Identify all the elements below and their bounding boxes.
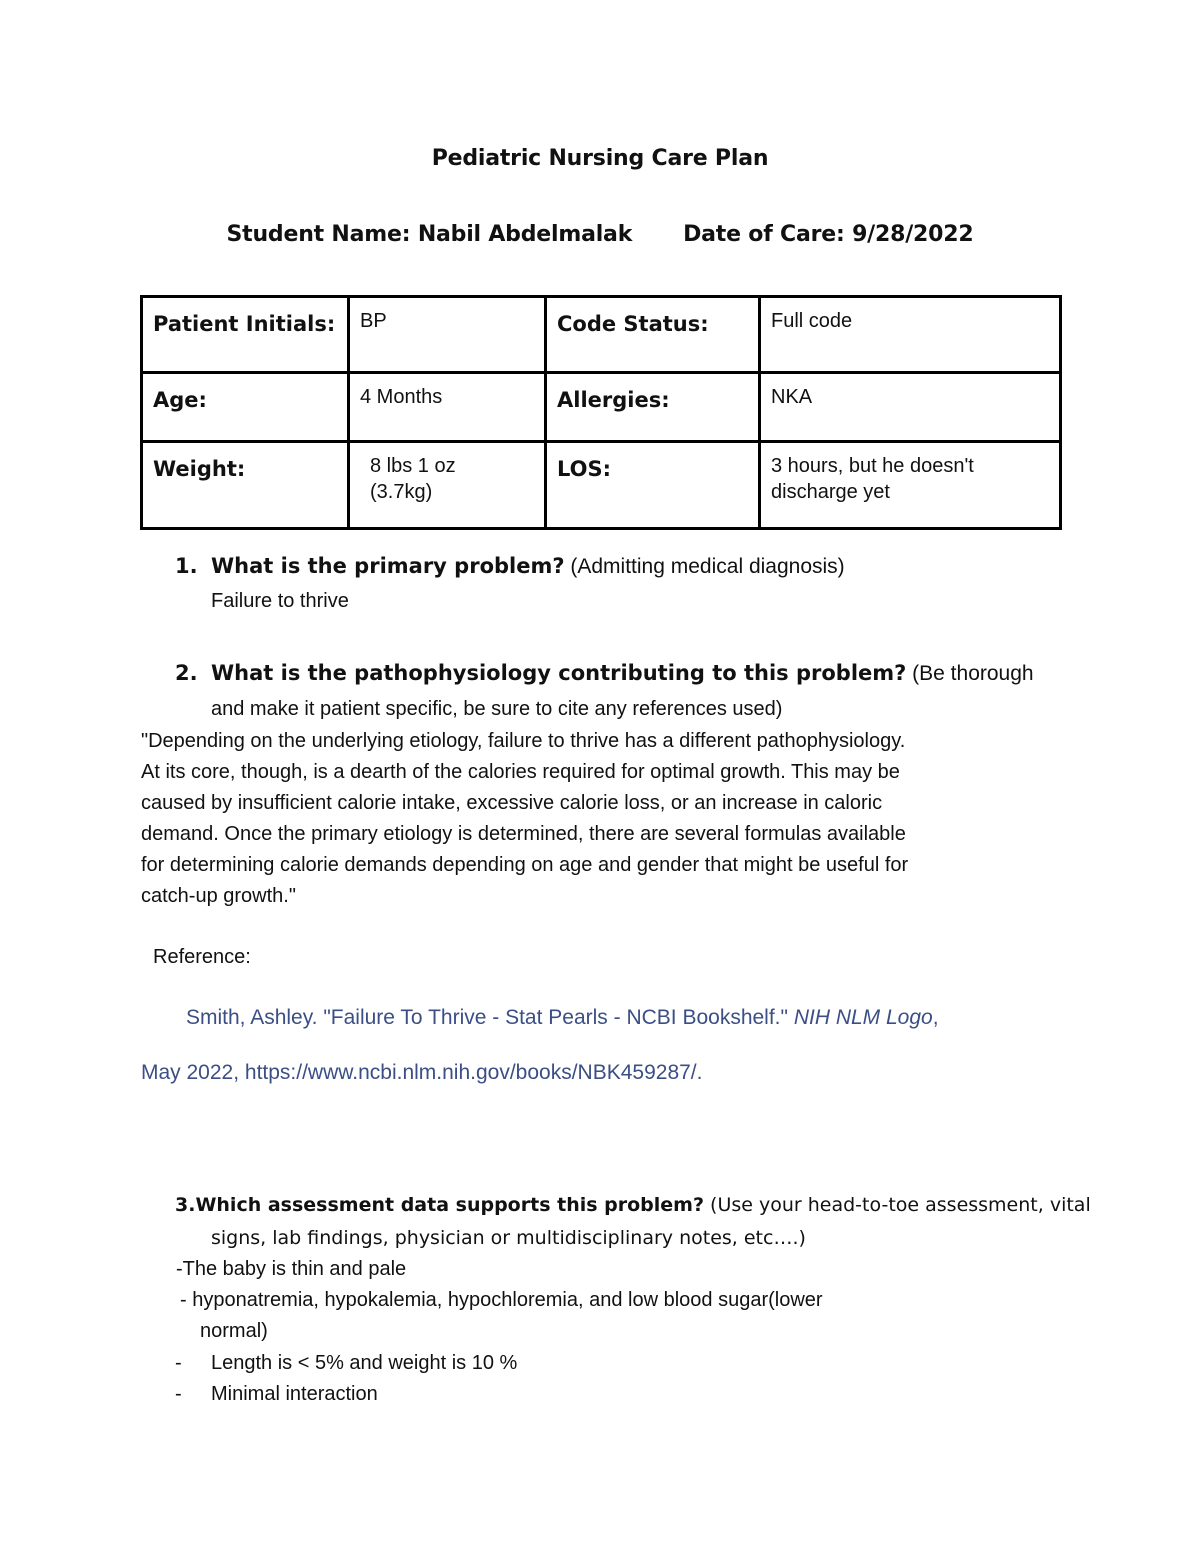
question-1 (175, 554, 845, 579)
question-2 (175, 661, 1034, 686)
date-of-care-label: Date of Care: (683, 222, 845, 247)
patient-initials-value: BP (349, 297, 546, 373)
table-row (142, 373, 1061, 442)
reference-source: NIH NLM Logo (793, 1006, 933, 1029)
question-3-number: 3. (175, 1194, 196, 1216)
reference-comma: , (932, 1006, 939, 1029)
question-1-hint: (Admitting medical diagnosis) (564, 555, 845, 578)
paragraph-line: "Depending on the underlying etiology, failure to thrive has a different pathophysiology. (141, 730, 906, 752)
table-row (142, 297, 1061, 373)
age-value: 4 Months (349, 373, 546, 442)
question-1-text: What is the primary problem? (211, 554, 565, 578)
code-status-label: Code Status: (546, 297, 760, 373)
question-2-text: What is the pathophysiology contributing to this problem? (211, 661, 907, 685)
question-3 (175, 1194, 1091, 1217)
code-status-value: Full code (760, 297, 1061, 373)
reference-label: Reference: (153, 946, 251, 968)
question-3-hint-continued: signs, lab findings, physician or multidisciplinary notes, etc….) (211, 1227, 806, 1249)
los-value (760, 442, 1061, 529)
paragraph-line: caused by insufficient calorie intake, excessive calorie loss, or an increase in caloric (141, 792, 883, 814)
question-2-hint-continued: and make it patient specific, be sure to cite any references used) (211, 698, 783, 720)
student-name-value: Nabil Abdelmalak (417, 222, 633, 247)
los-value-line2: discharge yet (771, 481, 890, 503)
patient-info-table (140, 295, 1062, 530)
age-label: Age: (142, 373, 349, 442)
paragraph-line: catch-up growth." (141, 885, 296, 907)
question-2-number: 2. (175, 661, 198, 685)
allergies-label: Allergies: (546, 373, 760, 442)
weight-label: Weight: (142, 442, 349, 529)
los-label: LOS: (546, 442, 760, 529)
student-info-line (0, 222, 1200, 247)
los-value-line1: 3 hours, but he doesn't (771, 455, 974, 477)
weight-value (349, 442, 546, 529)
allergies-value: NKA (760, 373, 1061, 442)
bullet-dash: - (175, 1352, 182, 1374)
page-title: Pediatric Nursing Care Plan (431, 146, 769, 171)
pathophysiology-paragraph (141, 726, 908, 912)
reference-line-1 (186, 1006, 939, 1030)
list-item: Length is < 5% and weight is 10 % (211, 1352, 518, 1374)
question-1-answer: Failure to thrive (211, 590, 349, 612)
weight-value-line2: (3.7kg) (370, 481, 433, 503)
reference-line-2: May 2022, https://www.ncbi.nlm.nih.gov/books/NBK459287/. (141, 1061, 703, 1084)
paragraph-line: At its core, though, is a dearth of the calories required for optimal growth. This may be (141, 761, 900, 783)
table-row (142, 442, 1061, 529)
question-1-number: 1. (175, 554, 198, 578)
student-name-label: Student Name: (226, 222, 411, 247)
question-3-text: Which assessment data supports this problem? (195, 1194, 704, 1216)
list-item: - hyponatremia, hypokalemia, hypochloremia, and low blood sugar(lower (180, 1289, 823, 1311)
question-3-hint: (Use your head-to-toe assessment, vital (704, 1194, 1091, 1216)
question-2-hint: (Be thorough (906, 662, 1034, 685)
paragraph-line: demand. Once the primary etiology is determined, there are several formulas available (141, 823, 906, 845)
list-item: -The baby is thin and pale (176, 1258, 407, 1280)
list-item: Minimal interaction (211, 1383, 378, 1405)
weight-value-line1: 8 lbs 1 oz (370, 455, 456, 477)
list-item-continued: normal) (200, 1320, 268, 1342)
bullet-dash: - (175, 1383, 182, 1405)
paragraph-line: for determining calorie demands depending on age and gender that might be useful for (141, 854, 909, 876)
reference-citation: Smith, Ashley. "Failure To Thrive - Stat Pearls - NCBI Bookshelf." (186, 1006, 794, 1029)
date-of-care-value: 9/28/2022 (852, 222, 974, 247)
patient-initials-label: Patient Initials: (142, 297, 349, 373)
